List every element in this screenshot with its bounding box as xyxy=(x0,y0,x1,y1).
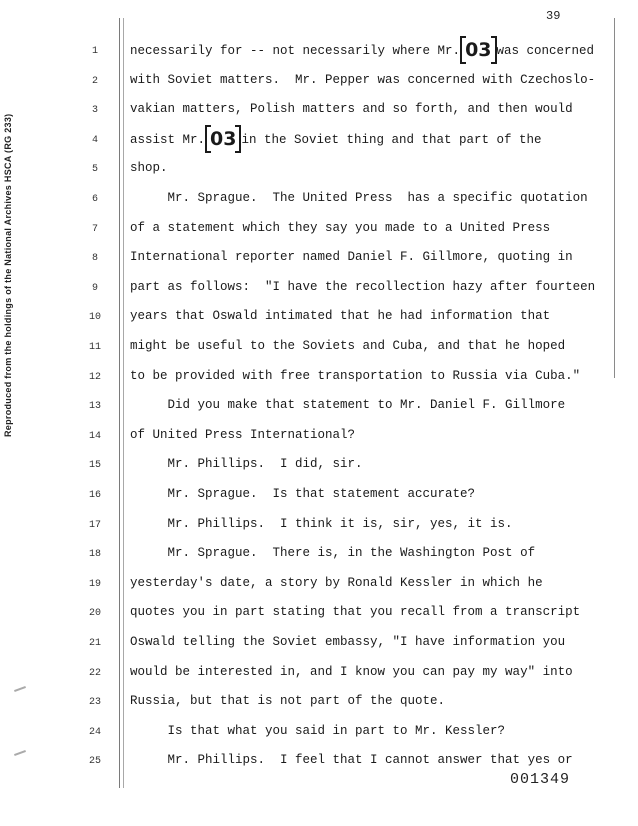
transcript-line: Oswald telling the Soviet embassy, "I have information you xyxy=(130,635,566,649)
line-number: 23 xyxy=(88,697,101,708)
transcript-line: of United Press International? xyxy=(130,428,356,442)
line-number: 4 xyxy=(91,135,98,146)
line-number: 1 xyxy=(91,46,98,57)
line-number: 20 xyxy=(88,608,101,619)
line-number: 22 xyxy=(88,668,101,679)
line-number: 8 xyxy=(91,253,98,264)
line-number: 3 xyxy=(91,105,98,116)
transcript-line: yesterday's date, a story by Ronald Kessler in which he xyxy=(130,576,543,590)
line-number: 10 xyxy=(88,312,101,323)
line-number: 9 xyxy=(91,283,98,294)
document-id: 001349 xyxy=(510,771,571,788)
line-number: 15 xyxy=(88,460,101,471)
transcript-line: International reporter named Daniel F. Gillmore, quoting in xyxy=(130,250,573,264)
line-text-after-redaction: in the Soviet thing and that part of the xyxy=(241,133,542,147)
margin-smudge xyxy=(14,750,26,756)
transcript-line: Mr. Sprague. The United Press has a specific quotation xyxy=(130,191,588,205)
line-text-after-redaction: was concerned xyxy=(496,44,595,58)
line-number: 5 xyxy=(91,164,98,175)
transcript-line: with Soviet matters. Mr. Pepper was concerned with Czechoslo- xyxy=(130,73,596,87)
transcript-line: shop. xyxy=(130,161,168,175)
line-number: 21 xyxy=(88,638,101,649)
line-number: 7 xyxy=(91,224,98,235)
line-number: 17 xyxy=(88,520,101,531)
margin-smudge xyxy=(14,686,26,692)
page-number: 39 xyxy=(546,9,561,23)
transcript-line: quotes you in part stating that you recall from a transcript xyxy=(130,605,581,619)
transcript-line: Is that what you said in part to Mr. Kessler? xyxy=(130,724,506,738)
transcript-line: of a statement which they say you made to a United Press xyxy=(130,221,551,235)
line-number: 19 xyxy=(88,579,101,590)
transcript-line: Did you make that statement to Mr. Daniel F. Gillmore xyxy=(130,398,566,412)
redaction-marker: 03 xyxy=(206,131,240,147)
transcript-line: part as follows: "I have the recollection hazy after fourteen xyxy=(130,280,596,294)
transcript-line xyxy=(130,39,595,61)
transcript-line: vakian matters, Polish matters and so forth, and then would xyxy=(130,102,573,116)
transcript-line xyxy=(130,128,542,150)
transcript-line: Russia, but that is not part of the quote. xyxy=(130,694,446,708)
transcript-line: Mr. Phillips. I feel that I cannot answer that yes or xyxy=(130,753,573,767)
transcript-line: Mr. Phillips. I did, sir. xyxy=(130,457,363,471)
line-number: 16 xyxy=(88,490,101,501)
line-number: 25 xyxy=(88,756,101,767)
transcript-line: Mr. Phillips. I think it is, sir, yes, it is. xyxy=(130,517,513,531)
line-text-before-redaction: assist Mr. xyxy=(130,133,206,147)
archive-side-note: Reproduced from the holdings of the National Archives HSCA (RG 233) xyxy=(3,113,13,437)
transcript-line: Mr. Sprague. Is that statement accurate? xyxy=(130,487,476,501)
line-number: 11 xyxy=(88,342,101,353)
transcript-line: years that Oswald intimated that he had information that xyxy=(130,309,551,323)
line-number: 13 xyxy=(88,401,101,412)
line-number: 12 xyxy=(88,372,101,383)
line-number: 14 xyxy=(88,431,101,442)
transcript-line: would be interested in, and I know you can pay my way" into xyxy=(130,665,573,679)
line-number: 18 xyxy=(88,549,101,560)
line-number: 2 xyxy=(91,76,98,87)
margin-rule xyxy=(123,18,124,788)
transcript-line: to be provided with free transportation to Russia via Cuba." xyxy=(130,369,581,383)
transcript-line: might be useful to the Soviets and Cuba, and that he hoped xyxy=(130,339,566,353)
margin-rule xyxy=(119,18,120,788)
line-text-before-redaction: necessarily for -- not necessarily where Mr. xyxy=(130,44,461,58)
right-margin-rule xyxy=(614,18,615,378)
transcript-line: Mr. Sprague. There is, in the Washington Post of xyxy=(130,546,536,560)
line-number: 6 xyxy=(91,194,98,205)
line-number: 24 xyxy=(88,727,101,738)
redaction-marker: 03 xyxy=(461,42,495,58)
